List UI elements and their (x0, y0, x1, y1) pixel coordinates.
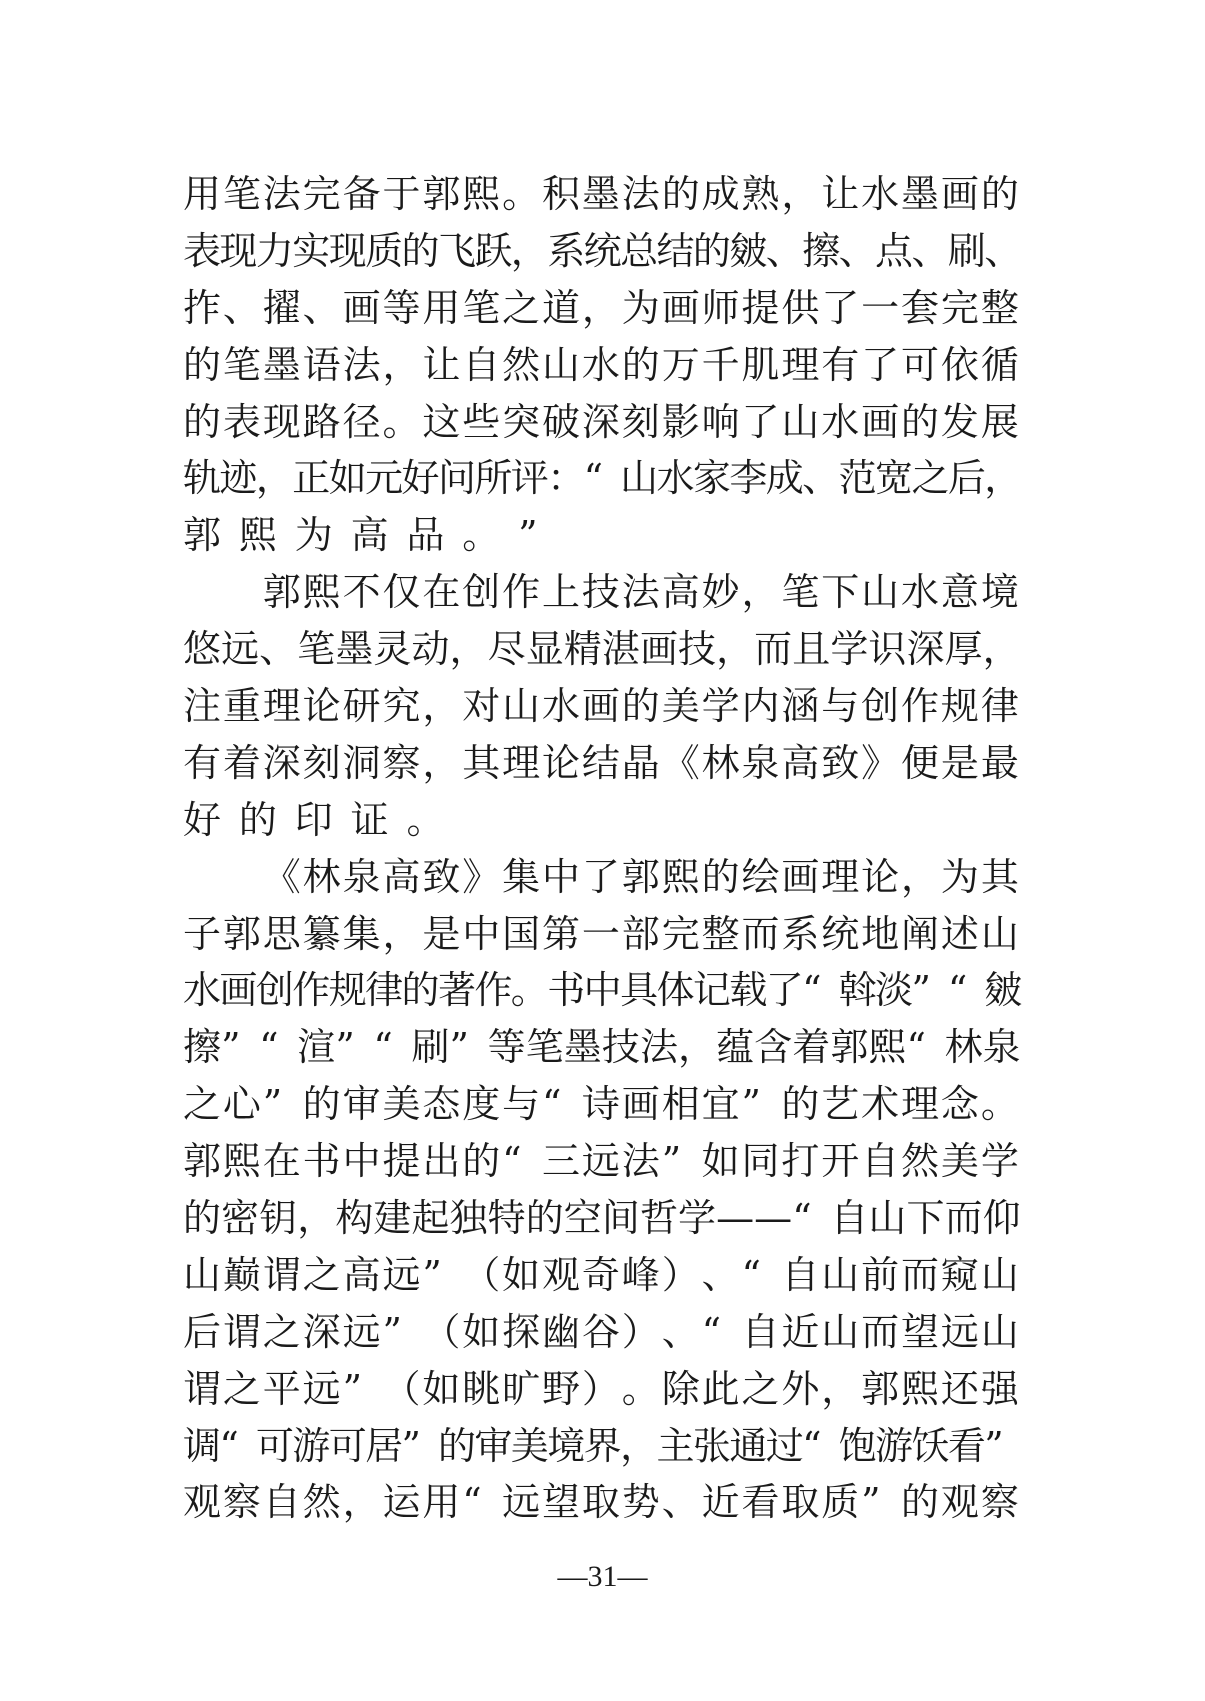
text-line: 水画创作规律的著作。书中具体记载了“ 斡淡” “ 皴 (183, 968, 1023, 1013)
page-number: —31— (557, 1560, 648, 1593)
text-line: 郭 熙 为 高 品 。 ” (183, 513, 538, 558)
paragraph-3 (183, 849, 1021, 1532)
text-line: 表现力实现质的飞跃，系统总结的皴、擦、点、刷、 (183, 228, 1023, 273)
text-line: 观察自然，运用“ 远望取势、近看取质” 的观察 (183, 1480, 1019, 1525)
text-line: 子郭思纂集，是中国第一部完整而系统地阐述山 (183, 911, 1019, 956)
text-line: 的笔墨语法，让自然山水的万千肌理有了可依循 (183, 342, 1019, 387)
text-line: 轨迹，正如元好问所评：“ 山水家李成、范宽之后， (183, 456, 1023, 501)
text-line: 注重理论研究，对山水画的美学内涵与创作规律 (183, 684, 1019, 729)
text-line: 拃、擢、画等用笔之道，为画师提供了一套完整 (183, 285, 1019, 330)
text-line: 郭熙在书中提出的“ 三远法” 如同打开自然美学 (183, 1139, 1019, 1184)
text-line: 后谓之深远” （如探幽谷）、“ 自近山而望远山 (183, 1309, 1019, 1354)
text-line: 谓之平远” （如眺旷野）。除此之外，郭熙还强 (183, 1366, 1019, 1411)
body-text (183, 166, 1021, 1531)
text-line: 好 的 印 证 。 (183, 797, 445, 842)
paragraph-1 (183, 166, 1021, 564)
text-line: 的表现路径。这些突破深刻影响了山水画的发展 (183, 399, 1019, 444)
text-line: 调“ 可游可居” 的审美境界，主张通过“ 饱游饫看” (183, 1423, 1004, 1468)
text-line: 山巅谓之高远” （如观奇峰）、“ 自山前而窥山 (183, 1252, 1019, 1297)
text-line: 用笔法完备于郭熙。积墨法的成熟，让水墨画的 (183, 172, 1019, 216)
text-line: 有着深刻洞察，其理论结晶《林泉高致》便是最 (183, 740, 1019, 785)
text-line: 的密钥，构建起独特的空间哲学——“ 自山下而仰 (183, 1196, 1021, 1241)
text-line: 擦” “ 渲” “ 刷” 等笔墨技法，蕴含着郭熙“ 林泉 (183, 1025, 1021, 1070)
text-line: 《林泉高致》集中了郭熙的绘画理论，为其 (262, 854, 1019, 899)
text-line: 郭熙不仅在创作上技法高妙，笔下山水意境 (262, 570, 1019, 615)
paragraph-2 (183, 564, 1021, 848)
text-line: 悠远、笔墨灵动，尽显精湛画技，而且学识深厚， (183, 627, 1021, 672)
text-line: 之心” 的审美态度与“ 诗画相宜” 的艺术理念。 (183, 1082, 1019, 1127)
